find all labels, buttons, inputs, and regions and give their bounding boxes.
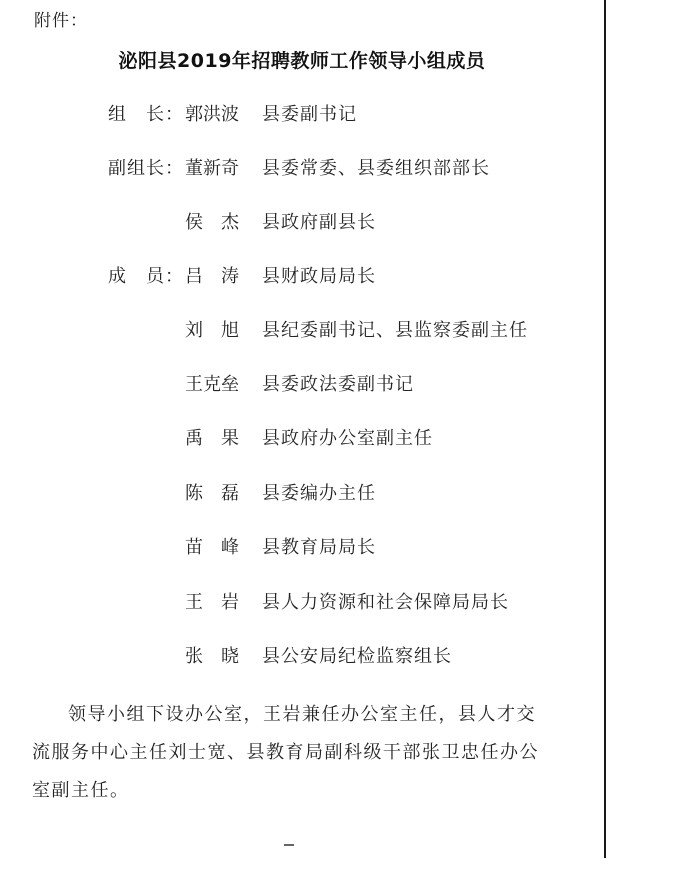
member-position: 县政府办公室副主任 — [262, 428, 433, 449]
member-role: 成 员： — [108, 266, 184, 287]
member-row — [0, 100, 604, 130]
member-row — [0, 424, 604, 454]
member-row — [0, 154, 604, 184]
member-role: 副组长： — [108, 158, 184, 179]
member-position: 县财政局局长 — [262, 266, 376, 287]
member-name: 吕 涛 — [185, 266, 239, 287]
member-name: 禹 果 — [185, 428, 239, 449]
member-name: 王克垒 — [185, 374, 239, 395]
member-name: 刘 旭 — [185, 320, 239, 341]
member-name: 郭洪波 — [185, 104, 239, 125]
member-position: 县委政法委副书记 — [262, 374, 414, 395]
member-position: 县委常委、县委组织部部长 — [262, 158, 490, 179]
member-row — [0, 370, 604, 400]
member-role: 组 长： — [108, 104, 184, 125]
document-title: 泌阳县2019年招聘教师工作领导小组成员 — [118, 50, 486, 72]
member-name: 侯 杰 — [185, 212, 239, 233]
member-name: 苗 峰 — [185, 537, 239, 558]
page-border-line — [604, 0, 606, 858]
member-position: 县纪委副书记、县监察委副主任 — [262, 320, 528, 341]
page-number-fragment — [284, 844, 294, 849]
member-position: 县政府副县长 — [262, 212, 376, 233]
member-name: 王 岩 — [185, 592, 239, 613]
member-position: 县委编办主任 — [262, 483, 376, 504]
member-position: 县教育局局长 — [262, 537, 376, 558]
office-paragraph: 领导小组下设办公室，王岩兼任办公室主任，县人才交流服务中心主任刘士宽、县教育局副科级干部张卫忠任办公室副主任。 — [32, 704, 539, 801]
member-position: 县委副书记 — [262, 104, 357, 125]
member-row — [0, 642, 604, 672]
member-row — [0, 588, 604, 618]
member-row — [0, 316, 604, 346]
attachment-label: 附件： — [34, 11, 88, 31]
member-position: 县公安局纪检监察组长 — [262, 646, 452, 667]
member-position: 县人力资源和社会保障局局长 — [262, 592, 509, 613]
member-name: 董新奇 — [185, 158, 239, 179]
member-row — [0, 262, 604, 292]
member-row — [0, 208, 604, 238]
member-name: 张 晓 — [185, 646, 239, 667]
member-name: 陈 磊 — [185, 483, 239, 504]
member-row — [0, 479, 604, 509]
member-row — [0, 533, 604, 563]
